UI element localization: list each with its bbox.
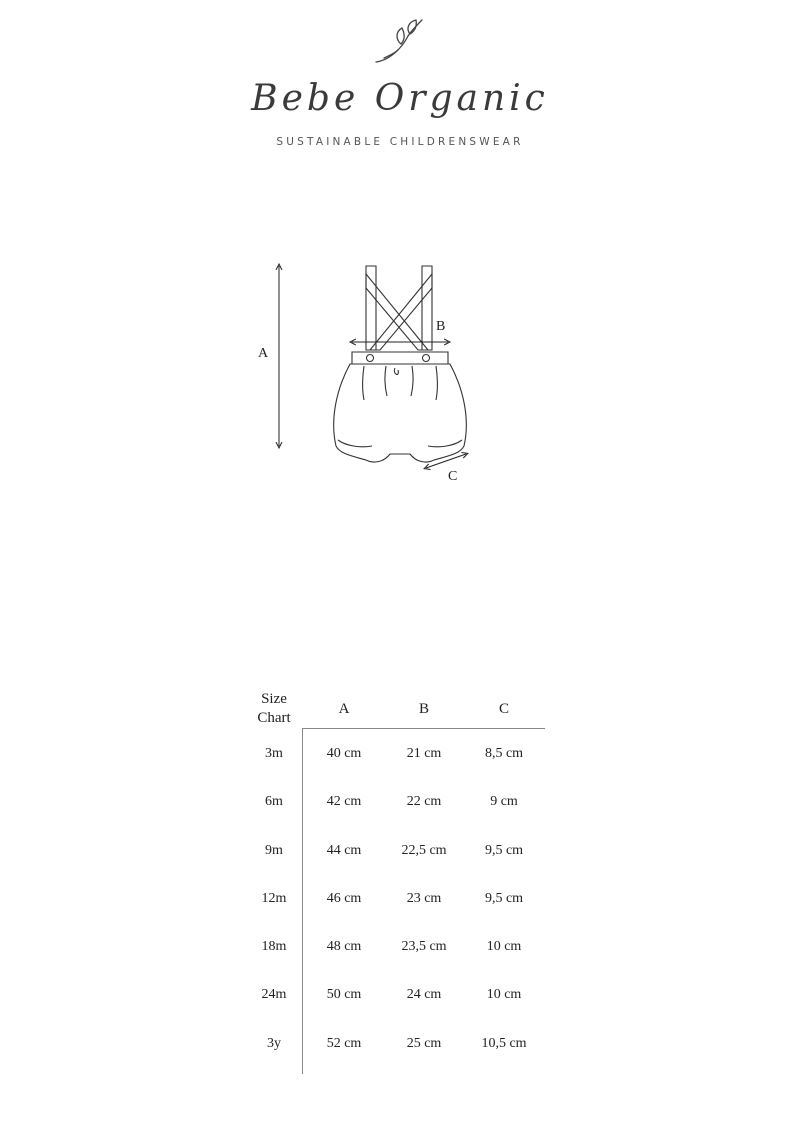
leaf-icon xyxy=(368,14,432,66)
brand-name: Bebe Organic xyxy=(251,78,549,119)
measure-c-cell: 9 cm xyxy=(490,794,518,809)
column-header-a: A xyxy=(338,701,350,717)
measure-b-cell: 23 cm xyxy=(406,891,442,906)
measure-c-cell: 10,5 cm xyxy=(481,1036,527,1051)
garment-diagram xyxy=(240,250,500,500)
size-cell: 3m xyxy=(265,746,283,761)
size-cell: 12m xyxy=(261,891,287,906)
brand-tagline: SUSTAINABLE CHILDRENSWEAR xyxy=(276,136,524,148)
measure-b-cell: 21 cm xyxy=(406,746,442,761)
dimension-label-a: A xyxy=(258,346,269,361)
measure-b-cell: 22,5 cm xyxy=(401,843,447,858)
measure-b-cell: 25 cm xyxy=(406,1036,442,1051)
size-chart-heading-line2: Chart xyxy=(257,710,291,726)
column-header-c: C xyxy=(498,701,509,717)
measure-a-cell: 42 cm xyxy=(326,794,362,809)
column-header-b: B xyxy=(418,701,429,717)
size-chart-heading xyxy=(244,690,304,728)
size-cell: 3y xyxy=(267,1036,281,1051)
measure-c-cell: 9,5 cm xyxy=(484,843,524,858)
brand-header xyxy=(0,0,800,160)
romper-illustration xyxy=(240,250,500,500)
measure-a-cell: 46 cm xyxy=(326,891,362,906)
size-cell: 24m xyxy=(261,987,287,1002)
header-divider xyxy=(302,728,545,729)
measure-b-cell: 22 cm xyxy=(406,794,442,809)
measure-a-cell: 52 cm xyxy=(326,1036,362,1051)
dimension-label-c: C xyxy=(448,469,458,484)
measure-a-cell: 44 cm xyxy=(326,843,362,858)
measure-c-cell: 10 cm xyxy=(486,987,522,1002)
measure-c-cell: 9,5 cm xyxy=(484,891,524,906)
size-cell: 18m xyxy=(261,939,287,954)
size-cell: 9m xyxy=(265,843,283,858)
measure-c-cell: 10 cm xyxy=(486,939,522,954)
measure-c-cell: 8,5 cm xyxy=(484,746,524,761)
measure-a-cell: 48 cm xyxy=(326,939,362,954)
size-chart-heading-line1: Size xyxy=(261,691,287,707)
measure-a-cell: 50 cm xyxy=(326,987,362,1002)
dimension-label-b: B xyxy=(436,319,446,334)
measure-a-cell: 40 cm xyxy=(326,746,362,761)
measure-b-cell: 23,5 cm xyxy=(401,939,447,954)
measure-b-cell: 24 cm xyxy=(406,987,442,1002)
size-cell: 6m xyxy=(265,794,283,809)
